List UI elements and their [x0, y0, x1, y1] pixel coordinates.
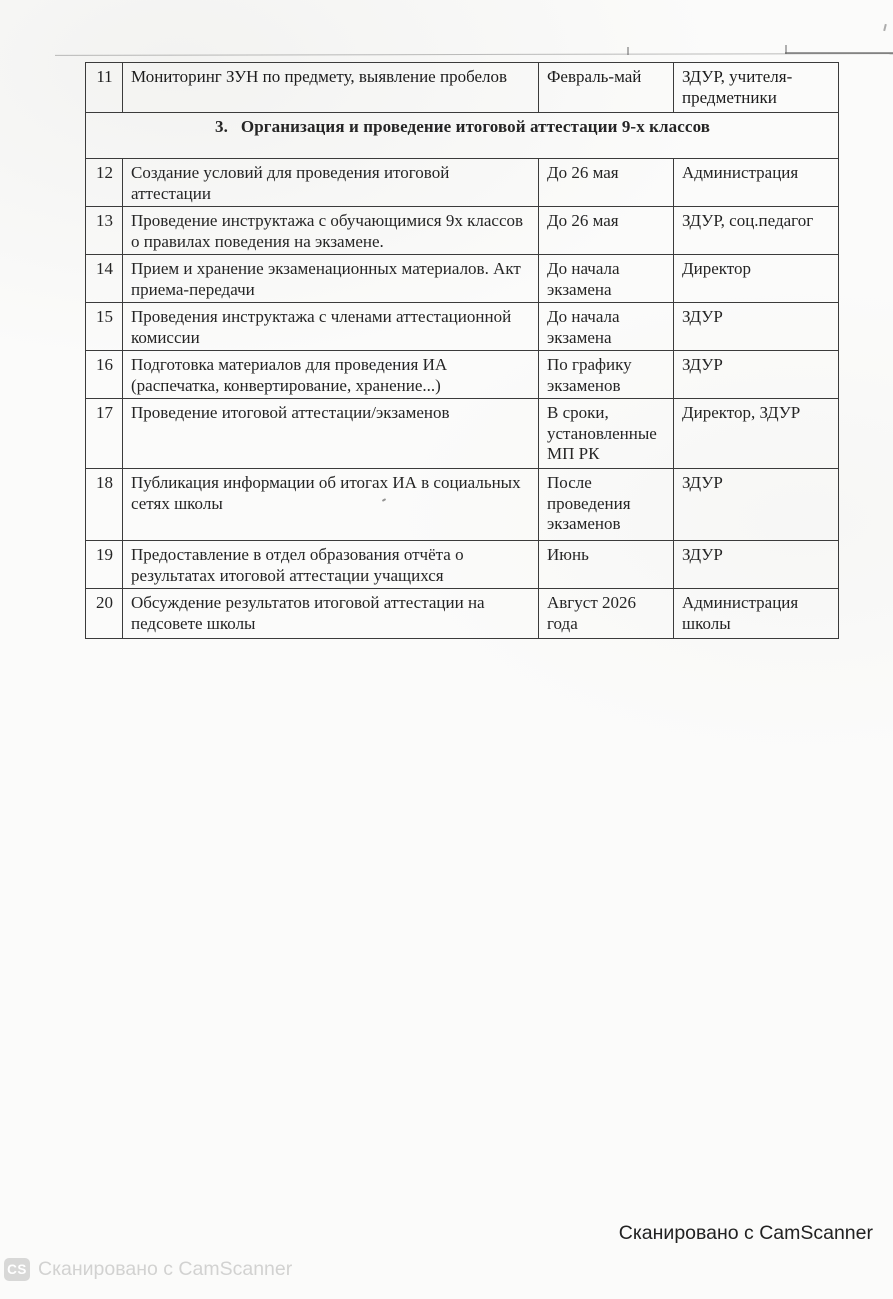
responsible-cell: ЗДУР: [674, 351, 839, 399]
responsible-cell: Директор, ЗДУР: [674, 399, 839, 469]
row-number-cell: 14: [86, 255, 123, 303]
timing-cell: В сроки, установленные МП РК: [539, 399, 674, 469]
task-cell: Обсуждение результатов итоговой аттестации на педсовете школы: [123, 589, 539, 639]
table-row: [86, 159, 839, 207]
table-row: [86, 399, 839, 469]
task-cell: Публикация информации об итогах ИА в социальных сетях школы: [123, 469, 539, 541]
responsible-cell: Директор: [674, 255, 839, 303]
camscanner-watermark-text: Сканировано с CamScanner: [38, 1258, 293, 1280]
row-number-cell: 17: [86, 399, 123, 469]
section-3-header: [86, 113, 839, 159]
scan-speck: [883, 24, 887, 31]
responsible-cell: ЗДУР, учителя-предметники: [674, 63, 839, 113]
section-title: Организация и проведение итоговой аттестации 9-х классов: [240, 117, 711, 136]
table-row: [86, 351, 839, 399]
section-header-row: [86, 113, 839, 159]
scan-cutoff-column-tick: [785, 45, 787, 54]
table-row: [86, 255, 839, 303]
timing-cell: По графику экзаменов: [539, 351, 674, 399]
timing-cell: До 26 мая: [539, 207, 674, 255]
timing-cell: После проведения экзаменов: [539, 469, 674, 541]
timing-cell: До начала экзамена: [539, 255, 674, 303]
table-row: [86, 589, 839, 639]
camscanner-cs-icon: CS: [4, 1258, 30, 1281]
row-number-cell: 18: [86, 469, 123, 541]
row-number-cell: 20: [86, 589, 123, 639]
table-row: [86, 541, 839, 589]
row-number-cell: 11: [86, 63, 123, 113]
responsible-cell: ЗДУР, соц.педагог: [674, 207, 839, 255]
timing-cell: Август 2026 года: [539, 589, 674, 639]
task-cell: Мониторинг ЗУН по предмету, выявление пробелов: [123, 63, 539, 113]
scan-cutoff-line: [55, 53, 893, 56]
camscanner-watermark: [4, 1258, 292, 1281]
table-row: [86, 207, 839, 255]
row-number-cell: 15: [86, 303, 123, 351]
task-cell: Проведение инструктажа с обучающимися 9х классов о правилах поведения на экзамене.: [123, 207, 539, 255]
responsible-cell: ЗДУР: [674, 303, 839, 351]
task-cell: Проведения инструктажа с членами аттестационной комиссии: [123, 303, 539, 351]
task-cell: Проведение итоговой аттестации/экзаменов: [123, 399, 539, 469]
responsible-cell: Администрация школы: [674, 589, 839, 639]
responsible-cell: ЗДУР: [674, 541, 839, 589]
timing-cell: До 26 мая: [539, 159, 674, 207]
timing-cell: Февраль-май: [539, 63, 674, 113]
row-number-cell: 16: [86, 351, 123, 399]
responsible-cell: Администрация: [674, 159, 839, 207]
task-cell: Создание условий для проведения итоговой аттестации: [123, 159, 539, 207]
plan-table: [85, 62, 839, 639]
row-number-cell: 19: [86, 541, 123, 589]
scan-cutoff-line-dark-segment: [785, 52, 893, 54]
timing-cell: Июнь: [539, 541, 674, 589]
scan-cutoff-column-tick: [627, 47, 629, 55]
task-cell: Прием и хранение экзаменационных материалов. Акт приема-передачи: [123, 255, 539, 303]
timing-cell: До начала экзамена: [539, 303, 674, 351]
table-row: [86, 63, 839, 113]
camscanner-footer-text: Сканировано с CamScanner: [618, 1222, 873, 1244]
task-cell: Подготовка материалов для проведения ИА (распечатка, конвертирование, хранение...): [123, 351, 539, 399]
section-number: 3.: [214, 117, 228, 136]
table-row: [86, 303, 839, 351]
responsible-cell: ЗДУР: [674, 469, 839, 541]
row-number-cell: 13: [86, 207, 123, 255]
table-row: [86, 469, 839, 541]
row-number-cell: 12: [86, 159, 123, 207]
task-cell: Предоставление в отдел образования отчёта о результатах итоговой аттестации учащихся: [123, 541, 539, 589]
